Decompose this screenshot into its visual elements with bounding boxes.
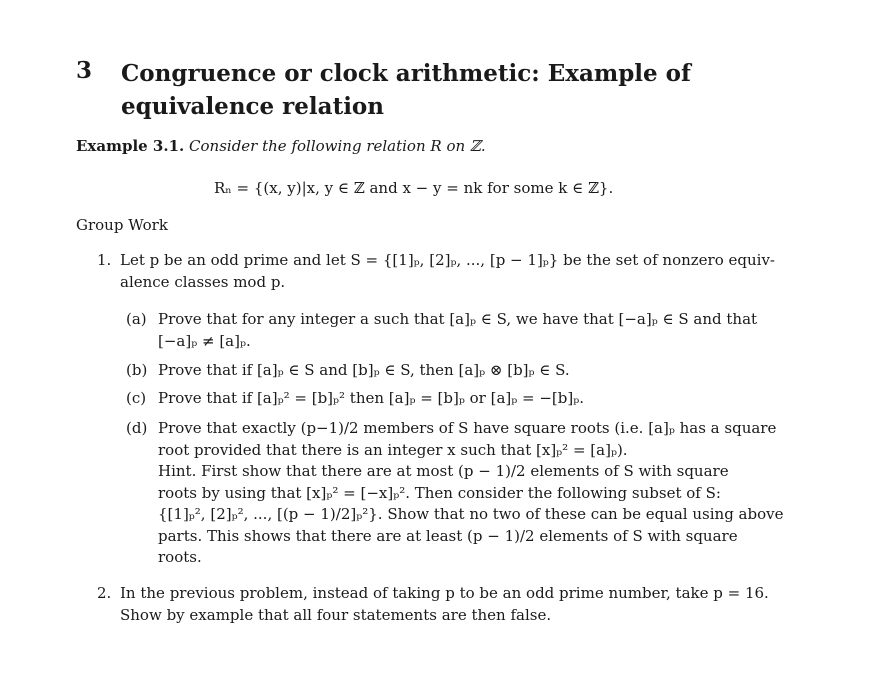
text-line: roots.	[158, 548, 202, 566]
text-line: alence classes mod p.	[120, 272, 286, 291]
section-number: 3	[76, 57, 93, 84]
part-text	[158, 360, 774, 382]
text-line: [−a]ₚ ≠ [a]ₚ.	[158, 331, 251, 350]
text-line: {[1]ₚ², [2]ₚ², ..., [(p − 1)/2]ₚ²}. Show that no two of these can be equal using above	[158, 505, 784, 523]
text-line: roots by using that [x]ₚ² = [−x]ₚ². Then consider the following subset of S:	[158, 483, 721, 502]
part-text	[158, 388, 774, 410]
text-line: Prove that if [a]ₚ² = [b]ₚ² then [a]ₚ = [b]ₚ or [a]ₚ = −[b]ₚ.	[158, 389, 584, 407]
relation-equation: Rₙ = {(x, y)|x, y ∈ ℤ and x − y = nk for some k ∈ ℤ}.	[214, 179, 614, 197]
text-line: Prove that for any integer a such that [a]ₚ ∈ S, we have that [−a]ₚ ∈ S and that	[158, 310, 758, 328]
part-marker: (d)	[126, 419, 148, 437]
problem-marker: 1.	[97, 251, 112, 269]
text-line: Let p be an odd prime and let S = {[1]ₚ, [2]ₚ, ..., [p − 1]ₚ} be the set of nonzero equiv-	[120, 251, 775, 269]
part-marker: (b)	[126, 361, 148, 379]
problem-text	[120, 250, 775, 293]
problem-marker: 2.	[97, 584, 112, 602]
text-line: Show by example that all four statements are then false.	[120, 605, 552, 624]
part-marker: (a)	[126, 310, 147, 328]
text-line: root provided that there is an integer x such that [x]ₚ² = [a]ₚ).	[158, 440, 628, 459]
example-label: Example 3.1.	[76, 137, 185, 155]
example-statement	[76, 136, 486, 156]
text-line: Prove that exactly (p−1)/2 members of S have square roots (i.e. [a]ₚ has a square	[158, 419, 777, 437]
text-line: In the previous problem, instead of taking p to be an odd prime number, take p = 16.	[120, 584, 769, 602]
section-title: Congruence or clock arithmetic: Example of equivalence relation	[121, 60, 691, 120]
text-line: parts. This shows that there are at least (p − 1)/2 elements of S with square	[158, 526, 738, 545]
text-line: Hint. First show that there are at most (p − 1)/2 elements of S with square	[158, 462, 729, 480]
example-text: Consider the following relation R on ℤ.	[189, 137, 486, 155]
part-text	[158, 309, 774, 352]
text-line: Prove that if [a]ₚ ∈ S and [b]ₚ ∈ S, then [a]ₚ ⊗ [b]ₚ ∈ S.	[158, 361, 570, 379]
group-work-label: Group Work	[76, 216, 168, 234]
part-text	[158, 418, 784, 569]
problem-text	[120, 583, 769, 626]
part-marker: (c)	[126, 389, 147, 407]
